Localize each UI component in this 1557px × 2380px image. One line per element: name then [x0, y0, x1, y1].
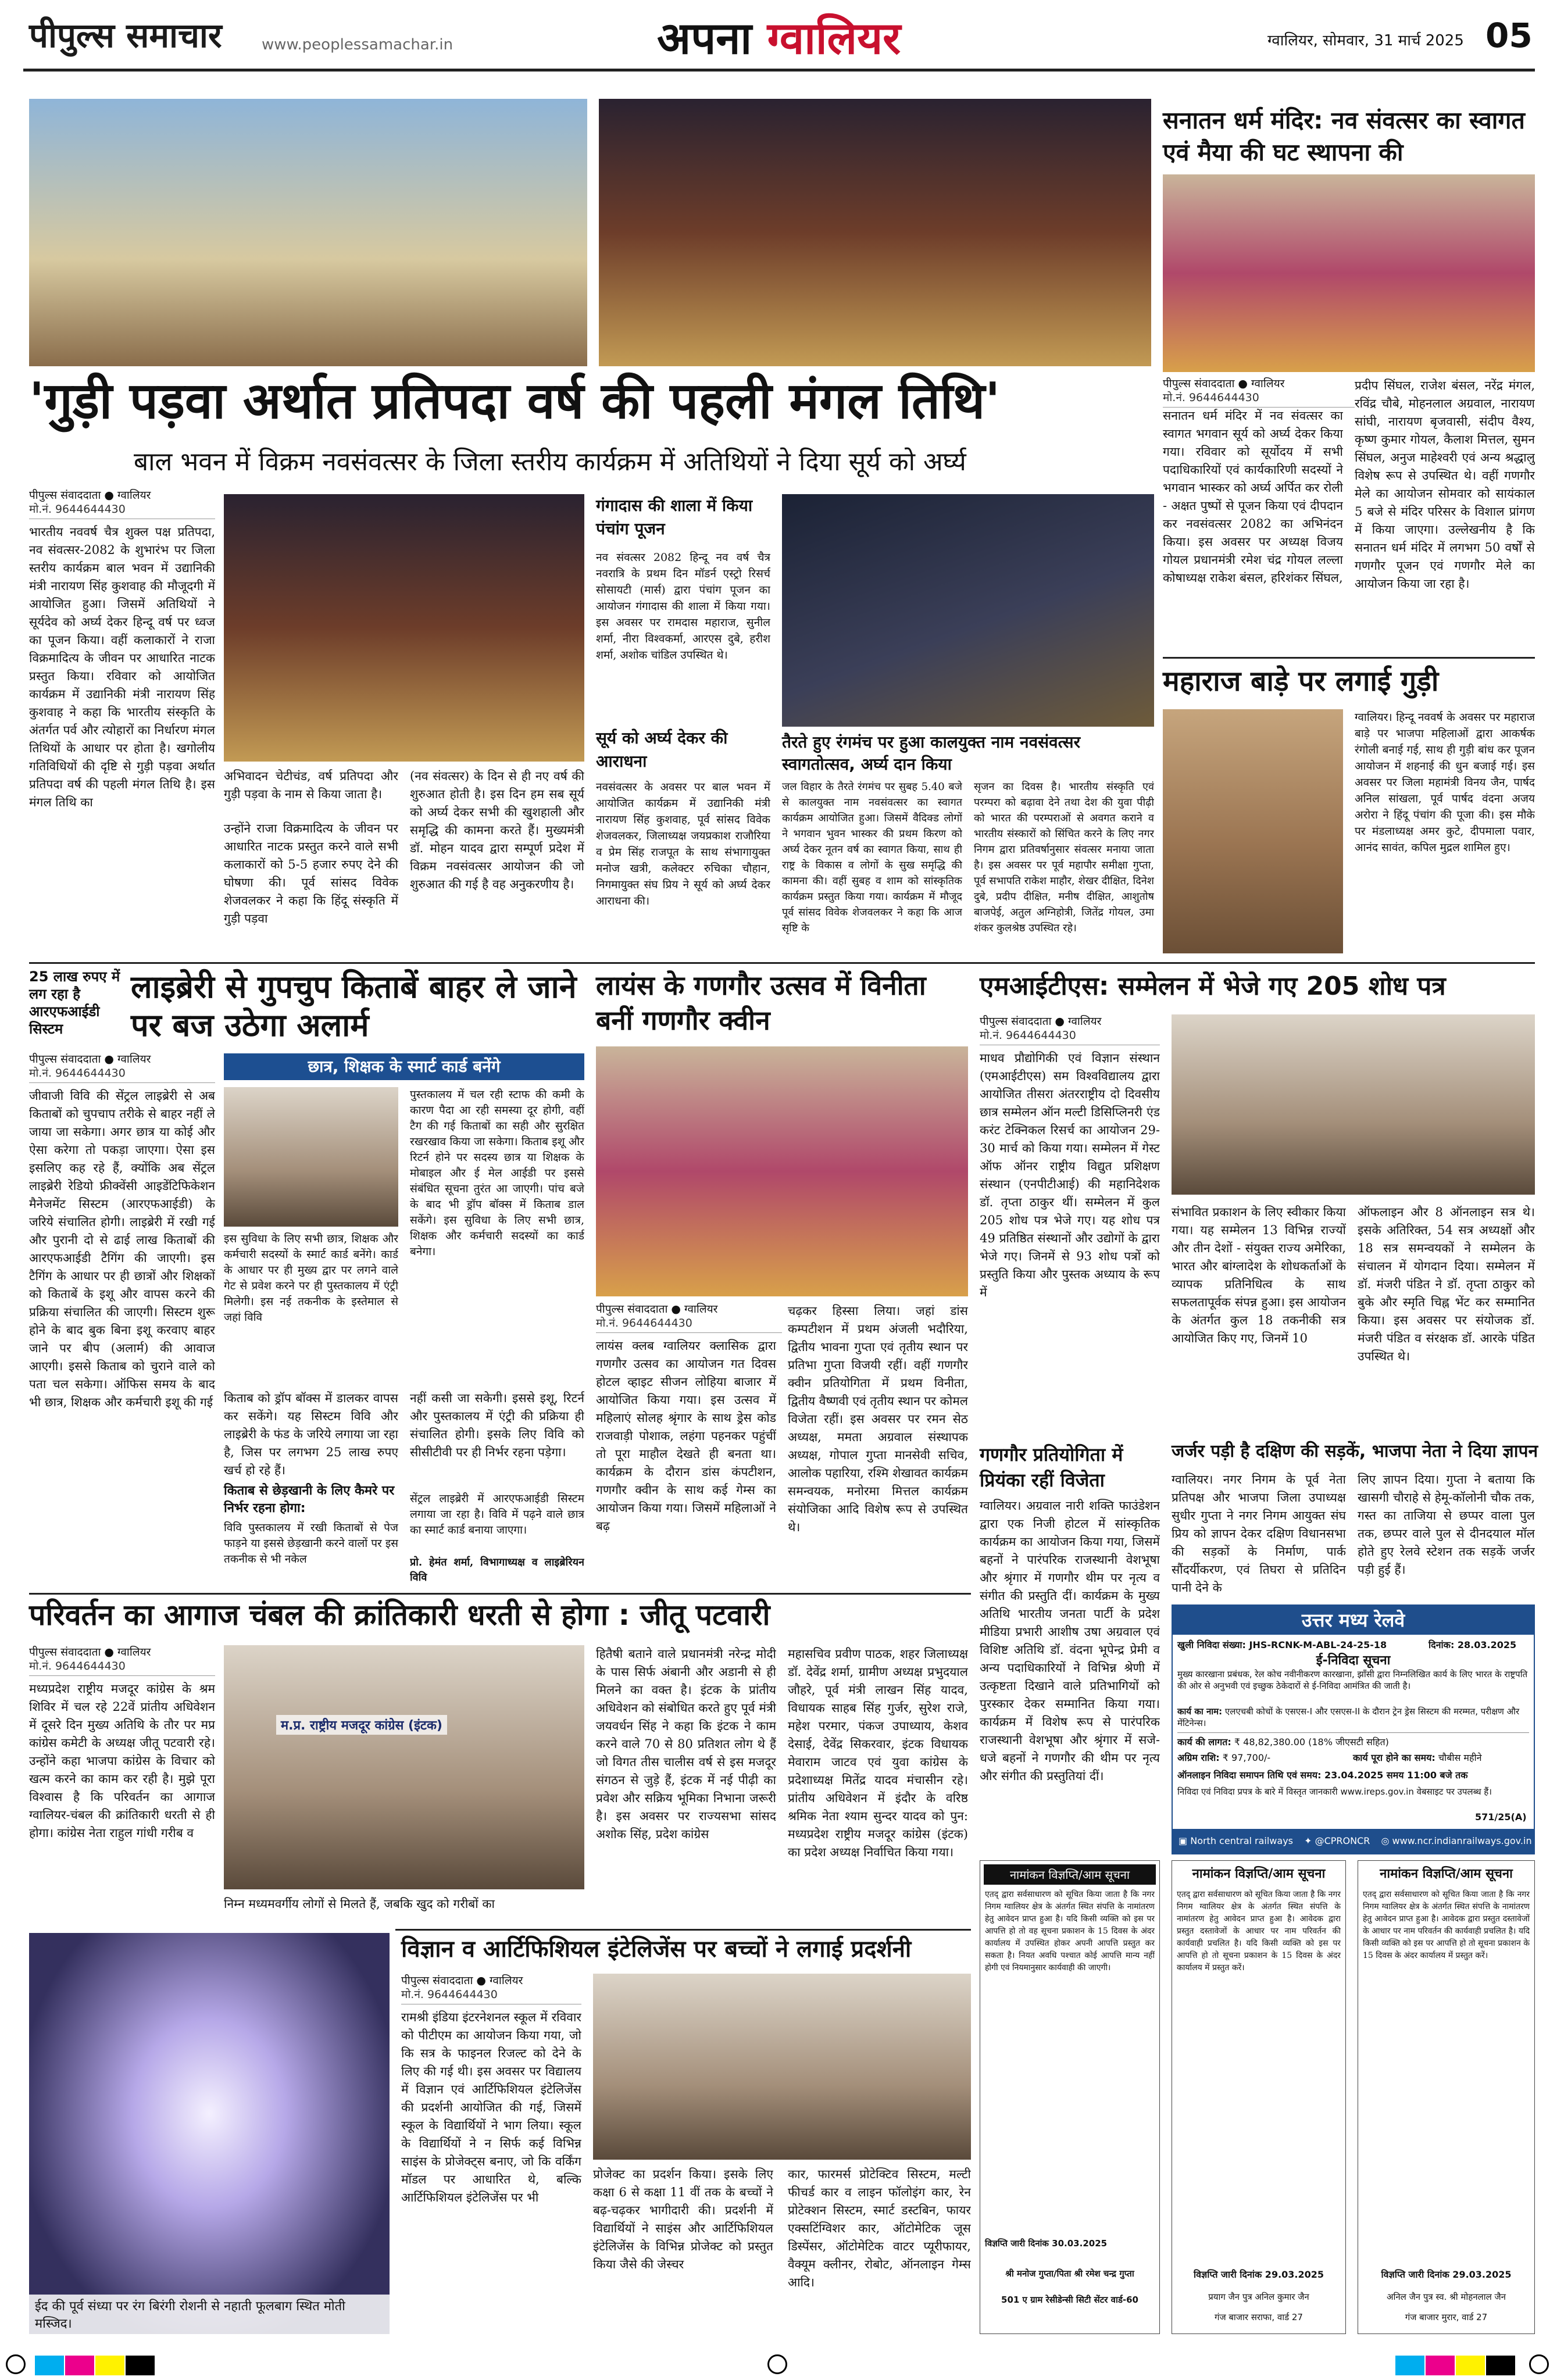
railway-emd-value: ₹ 97,700/-	[1222, 1752, 1271, 1763]
railway-title: उत्तर मध्य रेलवे	[1173, 1606, 1534, 1635]
photo-mits-conference	[1172, 1014, 1535, 1195]
notice-2-title: नामांकन विज्ञप्ति/आम सूचना	[1192, 1867, 1326, 1881]
library-banner: छात्र, शिक्षक के स्मार्ट कार्ड बनेंगे	[224, 1053, 584, 1080]
lions-byline-text: पीपुल्स संवाददाता ● ग्वालियर	[596, 1303, 718, 1316]
gangaur-col1: ग्वालियर। अग्रवाल नारी शक्ति फाउंडेशन द्वारा एक निजी होटल में सांस्कृतिक कार्यक्रम का आयोजन किया गया, जिसमें बहनों ने पारंपरिक राजस्थानी वेशभूषा और श्रृंगार में गणगौर थीम पर नृत्य व संगीत की प्रस्तुति दीं। कार्यक्रम के मुख्य अतिथि भारतीय जनता पार्टी के प्रदेश मीडिया प्रभारी आशीष उषा अग्रवाल एवं विशिष्ट अतिथि डॉ. वंदना भूपेन्द्र प्रेमी व अन्य पदाधिकारियों ने विभिन्न श्रेणी में उत्कृष्टता दिखाने वाले प्रतिभागियों को पुरस्कार देकर सम्मानित किया गया। कार्यक्रम में विशेष रूप से पारंपरिक राजस्थानी वेशभूषा और श्रृंगार में सजे-धजे बहनों ने गणगौर की थीम पर नृत्य और संगीत की प्रस्तुतियां दीं।	[980, 1499, 1160, 1783]
lead-byline-text: पीपुल्स संवाददाता ● ग्वालियर	[29, 489, 151, 502]
mits-col2: संभावित प्रकाशन के लिए स्वीकार किया गया। यह सम्मेलन 13 विभिन्न राज्यों और तीन देशों - संयुक्त राज्य अमेरिका, भारत और बांग्लादेश के शोधकर्ताओं के व्यापक प्रतिनिधित्व के साथ सफलतापूर्वक संपन्न हुआ। इस आयोजन के अंतर्गत कुल 18 तकनीकी सत्र आयोजित किए गए, जिनमें 10	[1172, 1205, 1346, 1345]
sanatan-mobile: मो.नं. 9644644430	[1163, 391, 1259, 404]
library-col3: नहीं कसी जा सकेगी। इससे इशू, रिटर्न और पुस्तकालय में एंट्री की प्रक्रिया ही संचालित होगी। इसके लिए विवि को सीसीटीवी पर ही निर्भर रहना पड़ेगा।	[410, 1391, 584, 1459]
mits-col1: माधव प्रौद्योगिकी एवं विज्ञान संस्थान (एमआईटीएस) सम विश्वविद्यालय द्वारा आयोजित तीसरा अंतरराष्ट्रीय दो दिवसीय छात्र सम्मेलन ऑन मल्टी डिसिप्लिनरी एंड करंट टेक्निकल रिसर्च का आयोजन 29-30 मार्च को किया गया। सम्मेलन में गेस्ट ऑफ ऑनर राष्ट्रीय विद्युत प्रशिक्षण संस्थान (एनपीटीआई) की महानिदेशक डॉ. तृप्ता ठाकुर थीं। सम्मेलन में कुल 205 शोध पत्र भेजे गए। यह शोध पत्र 49 प्रतिष्ठित संस्थानों और उद्योगों के द्वारा भेजे गए। जिनमें से 93 शोध पत्रों को प्रस्तुति किया और पुस्तक अध्याय के रूप में	[980, 1051, 1160, 1299]
photo-science-exhibition	[593, 1974, 971, 2160]
sanatan-heading: सनातन धर्म मंदिर: नव संवत्सर का स्वागत एवं मैया की घट स्थापना की	[1163, 106, 1525, 166]
science-col1: रामश्री इंडिया इंटरनेशनल स्कूल में रविवार को पीटीएम का आयोजन किया गया, जो कि सत्र के फाइनल रिजल्ट को देने के लिए की गई थी। इस अवसर पर विद्यालय में विज्ञान एवं आर्टिफिशियल इंटेलिजेंस की प्रदर्शनी आयोजित की गई, जिसमें स्कूल के विद्यार्थियों ने भाग लिया। स्कूल के विद्यार्थियों ने न सिर्फ कई विभिन्न साइंस के प्रोजेक्ट्स बनाए, जो कि वर्किंग मॉडल पर आधारित थे, बल्कि आर्टिफिशियल इंटेलिजेंस पर भी	[401, 2010, 581, 2204]
jarjar-col1: ग्वालियर। नगर निगम के पूर्व नेता प्रतिपक्ष और भाजपा जिला उपाध्यक्ष सुधीर गुप्ता ने नगर निगम आयुक्त संघ प्रिय को ज्ञापन देकर दक्षिण विधानसभा की सड़कों के निर्माण, पार्क सौंदर्यीकरण, एवं तिघरा से प्रतिदिन पानी देने के	[1172, 1473, 1346, 1595]
tairte-heading: तैरते हुए रंगमंच पर हुआ कालयुक्त नाम नवसंवत्सर स्वागतोत्सव, अर्घ्य दान किया	[782, 732, 1081, 774]
library-col1: जीवाजी विवि की सेंट्रल लाइब्रेरी से अब किताबों को चुपचाप तरीके से बाहर नहीं ले जाया जा सकेगा। अगर छात्र या कोई और ऐसा करेगा तो पकड़ा जाएगा। ऐसा इस इसलिए कह रहे हैं, क्योंकि अब सेंट्रल लाइब्रेरी रेडियो फ्रीक्वेंसी आइडेंटिफिकेशन मैनेजमेंट सिस्टम (आरएफआईडी) के जरिये संचालित होगी। लाइब्रेरी में रखी गई और पुरानी दो से ढाई लाख किताबों की आरएफआईडी टैगिंग की जाएगी। इस टैगिंग के आधार पर ही छात्रों और शिक्षकों को किताबें के इशू और वापस करने की प्रक्रिया संचालित की जाएगी। सिस्टम शुरू होने के बाद बुक बिना इशू करवाए बाहर जाने पर बीप (अलार्म) की आवाज आएगी। इससे किताब को चुराने वाले को पता चल सकेगा। ऑफिस समय के बाद भी छात्र, शिक्षक और कर्मचारी इशू की गई	[29, 1089, 215, 1409]
notice-1	[980, 1860, 1160, 2334]
photo-navsamvatsar-dance	[599, 99, 1151, 366]
railway-cost-label: कार्य की लागत:	[1177, 1736, 1231, 1748]
notice-1-footer: श्री मनोज गुप्ता/पिता श्री रमेश चन्द्र गुप्ता	[1005, 2268, 1134, 2279]
section-title-part2: ग्वालियर	[767, 12, 901, 64]
library-mobile: मो.नं. 9644644430	[29, 1067, 126, 1080]
jitu-headline: परिवर्तन का आगाज चंबल की क्रांतिकारी धरती से होगा : जीतू पटवारी	[29, 1598, 770, 1632]
photo-intak-convention	[224, 1645, 584, 1889]
lead-subheadline: बाल भवन में विक्रम नवसंवत्सर के जिला स्तरीय कार्यक्रम में अतिथियों ने दिया सूर्य को अर्घ्य	[134, 447, 966, 477]
masthead	[0, 0, 1557, 76]
lead-headline: 'गुड़ी पड़वा अर्थात प्रतिपदा वर्ष की पहली मंगल तिथि'	[29, 372, 1001, 430]
tairte-col1: जल विहार के तैरते रंगमंच पर सुबह 5.40 बजे से कालयुक्त नाम नवसंवत्सर का स्वागत कार्यक्रम आयोजित हुआ। जिसमें वैदिक्ड लोगों ने भगवान भुवन भास्कर की प्रथम किरण को अर्घ्य देकर नूतन वर्ष का स्वागत किया, साथ ही राष्ट्र के विकास व लोगों के सुख समृद्धि की कामना की। वहीं सुबह व शाम को सांस्कृतिक कार्यक्रम प्रस्तुत किया गया। कार्यक्रम में मौजूद पूर्व सांसद विवेक शेजवलकर ने कहा कि आज सृष्टि के	[782, 781, 962, 934]
surya-text: नवसंवत्सर के अवसर पर बाल भवन में आयोजित कार्यक्रम में उद्यानिकी मंत्री नारायण सिंह कुशवाह, पूर्व सांसद विवेक शेजवलकर, जिलाध्यक्ष जयप्रकाश राजौरिया व प्रेम सिंह राजपूत के साथ संभागायुक्त मनोज खत्री, कलेक्टर रुचिका चौहान, निगमायुक्त संघ प्रिय ने सूर्य को अर्घ्य देकर आराधना की।	[596, 781, 770, 907]
science-byline-text: पीपुल्स संवाददाता ● ग्वालियर	[401, 1974, 523, 1987]
sanatan-col2: प्रदीप सिंघल, राजेश बंसल, नरेंद्र मंगल, रविंद्र चौबे, मोहनलाल अग्रवाल, नारायण सांघी, नारायण बृजवासी, संदीप वैश्य, कृष्ण कुमार गोयल, कैलाश मित्तल, सुमन सिंघल, अनुज माहेश्वरी एवं अन्य श्रद्धालु विशेष रूप से उपस्थित थे। वहीं गणगौर मेले का आयोजन सोमवार को सायंकाल 5 बजे से मंदिर परिसर के विशाल प्रांगण में किया जाएगा। उल्लेखनीय है कि सनातन धर्म मंदिर में लगभग 50 वर्षों से गणगौर पूजन एवं गणगौर मेले का आयोजन किया जा रहा है।	[1355, 378, 1535, 591]
lions-mobile: मो.नं. 9644644430	[596, 1317, 692, 1330]
railway-website-note: निविदा एवं निविदा प्रपत्र के बारे में विस्तृत जानकारी www.ireps.gov.in वेबसाइट पर उपलब्ध हैं।	[1177, 1786, 1492, 1797]
railway-period-value: चौबीस महीने	[1438, 1752, 1482, 1763]
library-sub-heading: किताब से छेड़खानी के लिए कैमरे पर निर्भर रहना होगा:	[224, 1484, 395, 1516]
library-quote: सेंट्रल लाइब्रेरी में आरएफआईडी सिस्टम लगाया जा रहा है। विवि में पढ़ने वाले छात्र का स्मार्ट कार्ड बनाया जाएगा।	[410, 1492, 584, 1536]
library-byline	[29, 1052, 215, 1083]
mits-mobile: मो.नं. 9644644430	[980, 1029, 1076, 1042]
maharaj-heading: महाराज बाड़े पर लगाई गुड़ी	[1163, 665, 1439, 698]
section-title-part1: अपना	[657, 12, 752, 64]
railway-date: दिनांक: 28.03.2025	[1429, 1639, 1517, 1650]
maharaj-text: ग्वालियर। हिन्दू नववर्ष के अवसर पर महाराज बाड़े पर भाजपा महिलाओं द्वारा आकर्षक रंगोली बनाई गई, साथ ही गुड़ी बांध कर पूजन आयोजन में शहनाई की धुन बजाई गई। इस अवसर पर जिला महामंत्री विनय जैन, पार्षद अनिल सांखला, पूर्व पार्षद वंदना अजय अरोरा ने हिंदू पंचांग की पूजा की। इस मौके पर मंडलाध्यक्ष अमर कुटे, दीपमाला पवार, आनंद सावंत, कपिल मुद्रल शामिल हुए।	[1355, 711, 1535, 854]
photo-sanatan-arghya	[1163, 174, 1535, 372]
jarjar-col2: लिए ज्ञापन दिया। गुप्ता ने बताया कि खासगी चौराहे से हेमू-कॉलोनी चौक तक, गस्त का ताजिया से छप्पर वाला पुल तक, छप्पर वाले पुल से दीनदयाल मॉल होते हुए रेलवे स्टेशन तक सड़कें जर्जर पड़ी हुई हैं।	[1358, 1473, 1535, 1577]
jarjar-heading: जर्जर पड़ी है दक्षिण की सड़कें, भाजपा नेता ने दिया ज्ञापन	[1172, 1441, 1538, 1461]
row-divider-3	[395, 1929, 971, 1931]
page-number: 05	[1485, 16, 1533, 55]
notice-3-footer2: गंज बाजार मुरार, वार्ड 27	[1405, 2312, 1488, 2322]
science-col2: प्रोजेक्ट का प्रदर्शन किया। इसके लिए कक्षा 6 से कक्षा 11 वीं तक के बच्चों ने बढ़-चढ़कर भागीदारी की। प्रदर्शनी में विद्यार्थियों ने साइंस और आर्टिफिशियल इंटेलिजेंस के विभिन्न प्रोजेक्ट को प्रस्तुत किया जैसे की जेस्चर	[593, 2167, 773, 2271]
gangadas-text: नव संवत्सर 2082 हिन्दू नव वर्ष चैत्र नवरात्रि के प्रथम दिन मॉडर्न एस्ट्रो रिसर्च सोसायटी (मार्स) द्वारा पंचांग पूजन का आयोजन गंगादास की शाला में किया गया। इस अवसर पर रामदास महाराज, सुनील शर्मा, नीरा विश्वकर्मा, आरएस दुबे, हरीश शर्मा, अशोक चांडिल उपस्थित थे।	[596, 551, 770, 662]
mits-byline-text: पीपुल्स संवाददाता ● ग्वालियर	[980, 1015, 1102, 1028]
row-divider-1	[29, 962, 1535, 964]
sanatan-col1: सनातन धर्म मंदिर में नव संवत्सर का स्वागत भगवान सूर्य को अर्घ्य देकर किया गया। रविवार को सूर्योदय में सभी पदाधिकारियों एवं कार्यकारिणी सदस्यों ने भगवान भास्कर को अर्घ्य अर्पित कर रोली - अक्षत पुष्पों से पूजन किया एवं दीपदान कर नवसंवत्सर 2082 का अभिनंदन किया। इस अवसर पर अध्यक्ष विजय गोयल प्रधानमंत्री रमेश चंद्र गोयल लल्ला कोषाध्यक्ष राकेश बंसल, हरिशंकर सिंघल,	[1163, 409, 1343, 585]
library-col2: किताब को ड्रॉप बॉक्स में डालकर वापस कर सकेंगे। यह सिस्टम विवि और लाइब्रेरी के फंड के जरिये लगाया जा रहा है, जिस पर लगभग 25 लाख रुपए खर्च हो रहे हैं।	[224, 1391, 398, 1477]
notice-3-text: एतद् द्वारा सर्वसाधारण को सूचित किया जाता है कि नगर निगम ग्वालियर क्षेत्र के अंतर्गत स्थित संपत्ति के नामांतरण हेतु आवेदन प्राप्त हुआ है। आवेदक द्वारा प्रस्तुत दस्तावेजों के आधार पर नाम परिवर्तन की कार्यवाही प्रचलित है। यदि किसी व्यक्ति को इस पर आपत्ति हो तो सूचना प्रकाशन के 15 दिवस के अंदर कार्यालय में प्रस्तुत करें।	[1363, 1890, 1530, 1960]
railway-body: मुख्य कारखाना प्रबंधक, रेल कोच नवीनीकरण कारखाना, झाँसी द्वारा निम्नलिखित कार्य के लिए भारत के राष्ट्रपति की ओर से अनुभवी एवं इच्छुक ठेकेदारों से ई-निविदा आमंत्रित की जाती है।	[1177, 1669, 1528, 1691]
lead-col2: उन्होंने राजा विक्रमादित्य के जीवन पर आधारित नाटक प्रस्तुत करने वाले सभी कलाकारों को 5-5 हजार रुपए देने की घोषणा की। पूर्व सांसद विवेक शेजवलकर ने कहा कि हिंदू संस्कृति में गुड़ी पड़वा	[224, 821, 398, 925]
lions-col1: लायंस क्लब ग्वालियर क्लासिक द्वारा गणगौर उत्सव का आयोजन गत दिवस होटल व्हाइट सीजन लोहिया बाजार में आयोजित किया गया। इस उत्सव में महिलाएं सोलह श्रृंगार के साथ ड्रेस कोड राजवाड़ी पोशाक, लहंगा पहनकर पहुंचीं तो पूरा माहौल देखते ही बनता था। कार्यक्रम के दौरान डांस कंपटीशन, गणगौर क्वीन के साथ कई गेम्स का आयोजन किया गया। जिसमें महिलाओं ने बढ़	[596, 1339, 776, 1533]
mits-byline	[980, 1014, 1160, 1045]
masthead-rule	[23, 69, 1535, 72]
lions-headline: लायंस के गणगौर उत्सव में विनीता बनीं गणगौर क्वीन	[596, 970, 926, 1036]
sanatan-byline-text: पीपुल्स संवाददाता ● ग्वालियर	[1163, 377, 1285, 390]
railway-work-label: कार्य का नाम:	[1177, 1706, 1223, 1717]
railway-work	[1177, 1706, 1529, 1729]
jitu-byline-text: पीपुल्स संवाददाता ● ग्वालियर	[29, 1646, 151, 1659]
sanatan-byline	[1163, 377, 1355, 408]
lions-byline	[596, 1302, 782, 1333]
facebook-icon[interactable]: ▣	[1179, 1835, 1188, 1846]
row-divider-2	[29, 1593, 971, 1595]
photo-moti-masjid	[29, 1933, 390, 2334]
railway-notice: ई-निविदा सूचना	[1316, 1653, 1391, 1668]
surya-heading: सूर्य को अर्घ्य देकर की आराधना	[596, 728, 728, 771]
globe-icon[interactable]: ◎	[1381, 1835, 1390, 1846]
lead-col3: (नव संवत्सर) के दिन से ही नए वर्ष की शुरुआत होती है। इस दिन हम सब सूर्य को अर्घ्य देकर सभी की खुशहाली और समृद्धि की कामना करते हैं। मुख्यमंत्री डॉ. मोहन यादव द्वारा सम्पूर्ण प्रदेश में विक्रम नवसंवत्सर आयोजन की जो शुरुआत की गई है वह अनुकरणीय है।	[410, 769, 584, 891]
library-sub-text: विवि पुस्तकालय में रखी किताबों से पेज फाड़ने या इससे छेड़खानी करने वालों पर इस तकनीक से भी नकेल	[224, 1521, 398, 1566]
railway-period	[1353, 1751, 1530, 1764]
railway-tender	[1172, 1604, 1535, 1854]
intak-banner: म.प्र. राष्ट्रीय मजदूर कांग्रेस (इंटक)	[276, 1715, 447, 1735]
twitter-icon[interactable]: ✦	[1304, 1835, 1312, 1846]
paper-name: पीपुल्स समाचार	[29, 16, 222, 55]
library-headline: लाइब्रेरी से गुपचुप किताबें बाहर ले जाने पर बज उठेगा अलार्म	[131, 969, 577, 1044]
notice-1-title: नामांकन विज्ञप्ति/आम सूचना	[984, 1864, 1156, 1885]
science-byline	[401, 1974, 581, 2004]
lead-photo-caption: अभिवादन चेटीचंड, वर्ष प्रतिपदा और गुड़ी पड़वा के नाम से किया जाता है।	[224, 769, 398, 801]
registration-mark-right	[1529, 2354, 1549, 2374]
photo-floating-stage	[782, 494, 1154, 727]
gangadas-heading: गंगादास की शाला में किया पंचांग पूजन	[596, 496, 753, 538]
website-url[interactable]: www.peoplessamachar.in	[262, 36, 453, 53]
notice-3-title: नामांकन विज्ञप्ति/आम सूचना	[1380, 1867, 1513, 1881]
railway-social2[interactable]: @CPRONCR	[1315, 1835, 1370, 1846]
jitu-mobile: मो.नं. 9644644430	[29, 1660, 126, 1673]
date-line: ग्वालियर, सोमवार, 31 मार्च 2025	[1267, 32, 1464, 49]
notice-3-date: विज्ञप्ति जारी दिनांक 29.03.2025	[1381, 2269, 1512, 2280]
gangaur-heading: गणगौर प्रतियोगिता में प्रियंका रहीं विजेता	[980, 1443, 1123, 1491]
color-bar-right	[1395, 2356, 1516, 2378]
photo-rfid-kiosk	[224, 1087, 398, 1227]
notice-1-date: विज्ञप्ति जारी दिनांक 30.03.2025	[985, 2238, 1108, 2249]
notice-2-footer: प्रयाग जैन पुत्र अनिल कुमार जैन	[1208, 2292, 1309, 2302]
notice-3-footer: अनिल जैन पुत्र स्व. श्री मोहनलाल जैन	[1387, 2292, 1506, 2302]
jitu-col1: मध्यप्रदेश राष्ट्रीय मजदूर कांग्रेस के श्रम शिविर में चल रहे 22वें प्रांतीय अधिवेशन में दूसरे दिन मुख्य अतिथि के तौर पर मप्र कांग्रेस कमेटी के अध्यक्ष जीतू पटवारी रहे। उन्होंने कहा भाजपा कांग्रेस के विचार को खत्म करने का काम कर रही है। मुझे पूरा विश्वास है कि परिवर्तन का आगाज ग्वालियर-चंबल की क्रांतिकारी धरती से ही होगा। कांग्रेस नेता राहुल गांधी गरीब व	[29, 1682, 215, 1840]
notice-2-date: विज्ञप्ति जारी दिनांक 29.03.2025	[1193, 2269, 1324, 2280]
maharaj-rule	[1163, 657, 1535, 659]
library-caption2: पुस्तकालय में चल रही स्टाफ की कमी के कारण पैदा आ रही समस्या दूर होगी, वहीं टैग की गई किताबों का सही और सुरक्षित रखरखाव किया जा सकेगा। किताब इशू और रिटर्न होने पर सदस्य छात्र या शिक्षक के मोबाइल और ई मेल आईडी पर इससे संबंधित सूचना तुरंत आ जाएगी। पांच बजे के बाद भी ड्रॉप बॉक्स में किताब डाल सकेंगे। इस सुविधा के लिए सभी छात्र, शिक्षक और कर्मचारी सदस्यों का कार्ड बनेगा।	[410, 1088, 584, 1258]
library-caption1: इस सुविधा के लिए सभी छात्र, शिक्षक और कर्मचारी सदस्यों के स्मार्ट कार्ड बनेंगे। कार्ड के आधार पर ही मुख्य द्वार पर लगने वाले गेट से प्रवेश करने पर ही पुस्तकालय में एंट्री मिलेगी। इस नई तकनीक के इस्तेमाल से जहां विवि	[224, 1232, 398, 1324]
railway-cost-value: ₹ 48,82,380.00 (18% जीएसटी सहित)	[1234, 1736, 1389, 1748]
lead-byline	[29, 488, 215, 519]
photo-folk-musicians	[29, 99, 587, 366]
section-title	[657, 13, 901, 63]
notice-2-text: एतद् द्वारा सर्वसाधारण को सूचित किया जाता है कि नगर निगम ग्वालियर क्षेत्र के अंतर्गत स्थित संपत्ति के नामांतरण हेतु आवेदन प्राप्त हुआ है। आवेदक द्वारा प्रस्तुत दस्तावेजों के आधार पर नाम परिवर्तन की कार्यवाही प्रचलित है। यदि किसी व्यक्ति को इस पर आपत्ति हो तो सूचना प्रकाशन के 15 दिवस के अंदर कार्यालय में प्रस्तुत करें।	[1177, 1890, 1341, 1972]
photo-maharaj-bada	[1163, 709, 1343, 953]
mits-col3: ऑफलाइन और 8 ऑनलाइन सत्र थे। इसके अतिरिक्त, 54 सत्र अध्यक्षों और 18 सत्र समन्वयकों ने सम्मेलन के संचालन में योगदान दिया। सम्मेलन में डॉ. मंजरी पंडित ने डॉ. तृप्ता ठाकुर को बुके और स्मृति चिह्न भेंट कर सम्मानित किया। इस अवसर पर संयोजक डॉ. मंजरी पंडित व संरक्षक डॉ. आरके पंडित उपस्थित थे।	[1358, 1205, 1535, 1363]
tairte-col2: सृजन का दिवस है। भारतीय संस्कृति एवं परम्परा को बढ़ावा देने तथा देश की युवा पीढ़ी को भारत की परम्पराओं से अवगत कराने व भारतीय संस्कारों को सिंचित करने के लिए नगर निगम द्वारा प्रतिवर्षानुसार संवत्सर मनाया जाता है। इस अवसर पर पूर्व महापौर समीक्षा गुप्ता, पूर्व सभापति राकेश माहौर, शेखर दीक्षित, दिनेश दुबे, प्रदीप दीक्षित, मनीष दीक्षित, आशुतोष बाजपेई, अतुल अग्निहोत्री, जितेंद्र गोयल, उमा शंकर कुलश्रेष्ठ उपस्थित रहे।	[974, 781, 1154, 934]
notice-1-text: एतद् द्वारा सर्वसाधारण को सूचित किया जाता है कि नगर निगम ग्वालियर क्षेत्र के अंतर्गत स्थित संपत्ति के नामांतरण हेतु आवेदन प्राप्त हुआ है। यदि किसी व्यक्ति को इस पर आपत्ति हो तो वह सूचना प्रकाशन के 15 दिवस के अंदर कार्यालय में उपस्थित होकर अपनी आपत्ति प्रस्तुत कर सकता है। नियत अवधि पश्चात कोई आपत्ति मान्य नहीं होगी एवं नियमानुसार कार्यवाही की जाएगी।	[985, 1890, 1155, 1972]
library-side-heading: 25 लाख रुपए में लग रहा है आरएफआईडी सिस्टम	[29, 969, 120, 1037]
science-mobile: मो.नं. 9644644430	[401, 1988, 498, 2001]
notice-1-footer2: 501 ए ग्राम रेसीडेन्सी सिटी सेंटर वार्ड-60	[1001, 2295, 1138, 2305]
notice-2-footer2: गंज बाजार सराफा, वार्ड 27	[1215, 2312, 1303, 2322]
lions-col2: चढ़कर हिस्सा लिया। जहां डांस कम्पटीशन में प्रथम अंजली भदौरिया, द्वितीय भावना गुप्ता एवं तृतीय स्थान पर प्रतिभा गुप्ता विजयी रहीं। वहीं गणगौर क्वीन प्रतियोगिता में प्रथम विनीता, द्वितीय वैष्णवी एवं तृतीय स्थान पर कोमल विजेता रहीं। इस अवसर पर रमन सेठ अध्यक्ष, ममता अग्रवाल संस्थापक अध्यक्ष, गोपाल गुप्ता मानसेवी सचिव, आलोक पहारिया, रश्मि शेखावत कार्यक्रम समन्वयक, मनोरमा मित्तल कार्यक्रम संयोजिका आदि विशेष रूप से उपस्थित थे।	[788, 1304, 968, 1534]
science-col3: कार, फारमर्स प्रोटेक्टिव सिस्टम, मल्टी फीचर्ड कार व लाइन फॉलोइंग कार, रेन प्रोटेक्शन सिस्टम, स्मार्ट डस्टबिन, फायर एक्सटिंग्विशर कार, ऑटोमेटिक जूस डिस्पेंसर, ऑटोमेटिक वाटर प्यूरीफायर, वैक्यूम क्लीनर, रोबोट, ऑनलाइन गेम्स आदि।	[788, 2167, 971, 2289]
railway-emd	[1177, 1751, 1352, 1764]
color-bar-left	[35, 2356, 156, 2378]
mosque-caption: ईद की पूर्व संध्या पर रंग बिरंगी रोशनी से नहाती फूलबाग स्थित मोती मस्जिद।	[29, 2295, 390, 2334]
registration-mark-center	[767, 2354, 787, 2374]
notice-2	[1172, 1860, 1346, 2334]
railway-work-text: एलएचबी कोचों के एसएस-I और एसएस-II के दौरान ट्रेन ड्रेस सिस्टम की मरम्मत, परीक्षण और मेंटिनेन्स।	[1177, 1706, 1520, 1728]
railway-footer	[1173, 1829, 1534, 1853]
railway-emd-label: अग्रिम राशि:	[1177, 1752, 1220, 1763]
railway-code: 571/25(A)	[1475, 1811, 1527, 1822]
railway-period-label: कार्य पूरा होने का समय:	[1353, 1752, 1435, 1763]
library-byline-text: पीपुल्स संवाददाता ● ग्वालियर	[29, 1053, 151, 1066]
railway-closing: ऑनलाइन निविदा समापन तिथि एवं समय: 23.04.2025 समय 11:00 बजे तक	[1177, 1770, 1468, 1781]
railway-subtitle: खुली निविदा संख्या: JHS-RCNK-M-ABL-24-25-18	[1177, 1639, 1387, 1650]
science-headline: विज्ञान व आर्टिफिशियल इंटेलिजेंस पर बच्चों ने लगाई प्रदर्शनी	[401, 1936, 912, 1963]
railway-cost	[1177, 1732, 1529, 1748]
jitu-col2: हितैषी बताने वाले प्रधानमंत्री नरेन्द्र मोदी के पास सिर्फ अंबानी और अडानी से ही मिलने का वक्त है। इंटक के प्रांतीय अधिवेशन को संबोधित करते हुए पूर्व मंत्री जयवर्धन सिंह ने कहा कि इंटक ने काम करने वाले 70 से 80 प्रतिशत लोग थे हैं जो विगत तीस चालीस वर्ष से इस मजदूर संगठन से जुड़े हैं, इंटक में नई पीढ़ी का प्रवेश और सक्रिय भूमिका निभाना जरूरी है। इस अवसर पर राज्यसभा सांसद अशोक सिंह, प्रदेश कांग्रेस	[596, 1647, 776, 1841]
mits-headline: एमआईटीएस: सम्मेलन में भेजे गए 205 शोध पत्र	[980, 971, 1446, 1001]
notice-3	[1358, 1860, 1535, 2334]
registration-mark-left	[6, 2354, 26, 2374]
photo-gangaur-queen	[596, 1046, 968, 1296]
jitu-photo-caption: निम्न मध्यमवर्गीय लोगों से मिलते हैं, जबकि खुद को गरीबों का	[224, 1897, 495, 1911]
lead-mobile: मो.नं. 9644644430	[29, 503, 126, 516]
jitu-byline	[29, 1645, 215, 1676]
library-quote-author: प्रो. हेमंत शर्मा, विभागाध्यक्ष व लाइब्रेरियन विवि	[410, 1556, 584, 1584]
lead-col1: भारतीय नववर्ष चैत्र शुक्ल पक्ष प्रतिपदा, नव संवत्सर-2082 के शुभारंभ पर जिला स्तरीय कार्यक्रम बाल भवन में उद्यानिकी मंत्री नारायण सिंह कुशवाह की मौजूदगी में आयोजित हुआ। जिसमें अतिथियों ने सूर्यदेव को अर्घ्य देकर हिन्दू वर्ष पर ध्वज का पूजन किया। वहीं कलाकारों ने राजा विक्रमादित्य के जीवन पर आधारित नाटक प्रस्तुत किया। रविवार को आयोजित कार्यक्रम में उद्यानिकी मंत्री नारायण सिंह कुशवाह ने कहा कि भारतीय संस्कृति के अंतर्गत पर्व और त्योहारों का निर्धारण मंगल तिथियों के आधार पर होता है। खगोलीय गतिविधियों की दृष्टि से गुड़ी पड़वा अर्थात प्रतिपदा वर्ष की पहली मंगल तिथि है। इस मंगल तिथि का	[29, 525, 215, 809]
railway-social[interactable]: North central railways	[1190, 1835, 1293, 1846]
jitu-col3: महासचिव प्रवीण पाठक, शहर जिलाध्यक्ष डॉ. देवेंद्र शर्मा, ग्रामीण अध्यक्ष प्रभुदयाल जौहरे, पूर्व मंत्री लाखन सिंह यादव, विधायक साहब सिंह गुर्जर, सुरेश राजे, महेश परमार, पंकज उपाध्याय, केशव देसाई, देवेंद्र सिकरवार, इंटक विधायक मेवाराम जाटव एवं युवा कांग्रेस के प्रदेशाध्यक्ष मितेंद्र यादव मंचासीन रहे। प्रांतीय अधिवेशन में इंदौर के वरिष्ठ श्रमिक नेता श्याम सुन्दर यादव को पुन: मध्यप्रदेश राष्ट्रीय मजदूर कांग्रेस (इंटक) का प्रदेश अध्यक्ष निर्वाचित किया गया।	[788, 1647, 968, 1859]
photo-vikramaditya-play	[224, 494, 584, 762]
railway-url[interactable]: www.ncr.indianrailways.gov.in	[1392, 1835, 1532, 1846]
